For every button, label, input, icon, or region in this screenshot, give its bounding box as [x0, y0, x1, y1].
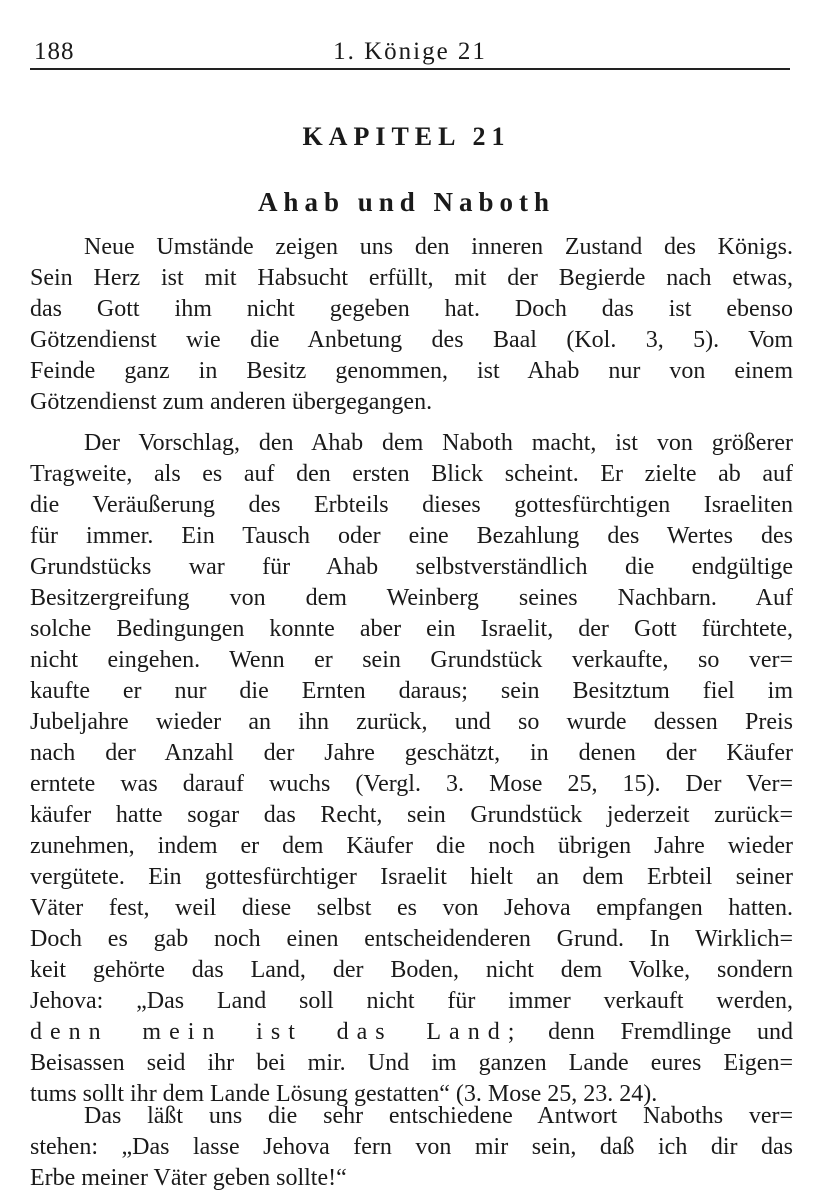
text-line: Neue Umstände zeigen uns den inneren Zustand des Königs.	[84, 234, 793, 260]
text-line: Der Vorschlag, den Ahab dem Naboth macht, ist von größerer	[84, 430, 793, 456]
text-line: Väter fest, weil diese selbst es von Jehova empfangen hatten.	[30, 895, 793, 921]
section-title: Ahab und Naboth	[257, 187, 556, 217]
text-line: die Veräußerung des Erbteils dieses gottesfürchtigen Israeliten	[30, 492, 793, 518]
text-line: Grundstücks war für Ahab selbstverständlich die endgültige	[30, 554, 793, 580]
text-line: käufer hatte sogar das Recht, sein Grundstück jederzeit zurück=	[30, 802, 793, 828]
text-line: Sein Herz ist mit Habsucht erfüllt, mit der Begierde nach etwas,	[30, 265, 793, 291]
spaced-line-rest: denn Fremdlinge und	[548, 1019, 793, 1045]
paragraph-2	[30, 428, 793, 1110]
chapter-title: KAPITEL 21	[302, 122, 511, 151]
paragraph-1	[30, 232, 793, 418]
text-line: Jehova: „Das Land soll nicht für immer verkauft werden,	[30, 988, 793, 1014]
text-line: Beisassen seid ihr bei mir. Und im ganzen Lande eures Eigen=	[30, 1050, 793, 1076]
text-line: Erbe meiner Väter geben sollte!“	[30, 1165, 347, 1191]
text-line: Doch es gab noch einen entscheidenderen Grund. In Wirklich=	[30, 926, 793, 952]
text-line: stehen: „Das lasse Jehova fern von mir sein, daß ich dir das	[30, 1134, 793, 1160]
text-line: nicht eingehen. Wenn er sein Grundstück verkaufte, so ver=	[30, 647, 793, 673]
text-line: vergütete. Ein gottesfürchtiger Israelit hielt an dem Erbteil seiner	[30, 864, 793, 890]
text-line: keit gehörte das Land, der Boden, nicht dem Volke, sondern	[30, 957, 793, 983]
text-line: solche Bedingungen konnte aber ein Israelit, der Gott fürchtete,	[30, 616, 793, 642]
text-line: nach der Anzahl der Jahre geschätzt, in denen der Käufer	[30, 740, 793, 766]
text-line: für immer. Ein Tausch oder eine Bezahlung des Wertes des	[30, 523, 793, 549]
text-line: das Gott ihm nicht gegeben hat. Doch das ist ebenso	[30, 296, 793, 322]
page-header	[30, 38, 790, 70]
page-number: 188	[34, 38, 75, 65]
spaced-emphasis: denn mein ist das Land;	[30, 1019, 523, 1045]
text-line: zunehmen, indem er dem Käufer die noch übrigen Jahre wieder	[30, 833, 793, 859]
text-line: kaufte er nur die Ernten daraus; sein Besitztum fiel im	[30, 678, 793, 704]
text-line: Das läßt uns die sehr entschiedene Antwort Naboths ver=	[84, 1103, 793, 1129]
paragraph-3	[30, 1101, 793, 1194]
text-line: Besitzergreifung von dem Weinberg seines Nachbarn. Auf	[30, 585, 793, 611]
text-line: Götzendienst wie die Anbetung des Baal (Kol. 3, 5). Vom	[30, 327, 793, 353]
text-line: Tragweite, als es auf den ersten Blick scheint. Er zielte ab auf	[30, 461, 793, 487]
text-line: tums sollt ihr dem Lande Lösung gestatten“ (3. Mose 25, 23. 24).	[30, 1081, 658, 1107]
text-line: Jubeljahre wieder an ihn zurück, und so wurde dessen Preis	[30, 709, 793, 735]
text-line-spaced	[30, 1017, 793, 1048]
text-line: Götzendienst zum anderen übergegangen.	[30, 389, 433, 415]
text-line: erntete was darauf wuchs (Vergl. 3. Mose 25, 15). Der Ver=	[30, 771, 793, 797]
running-title: 1. Könige 21	[333, 38, 487, 65]
text-line: Feinde ganz in Besitz genommen, ist Ahab nur von einem	[30, 358, 793, 384]
